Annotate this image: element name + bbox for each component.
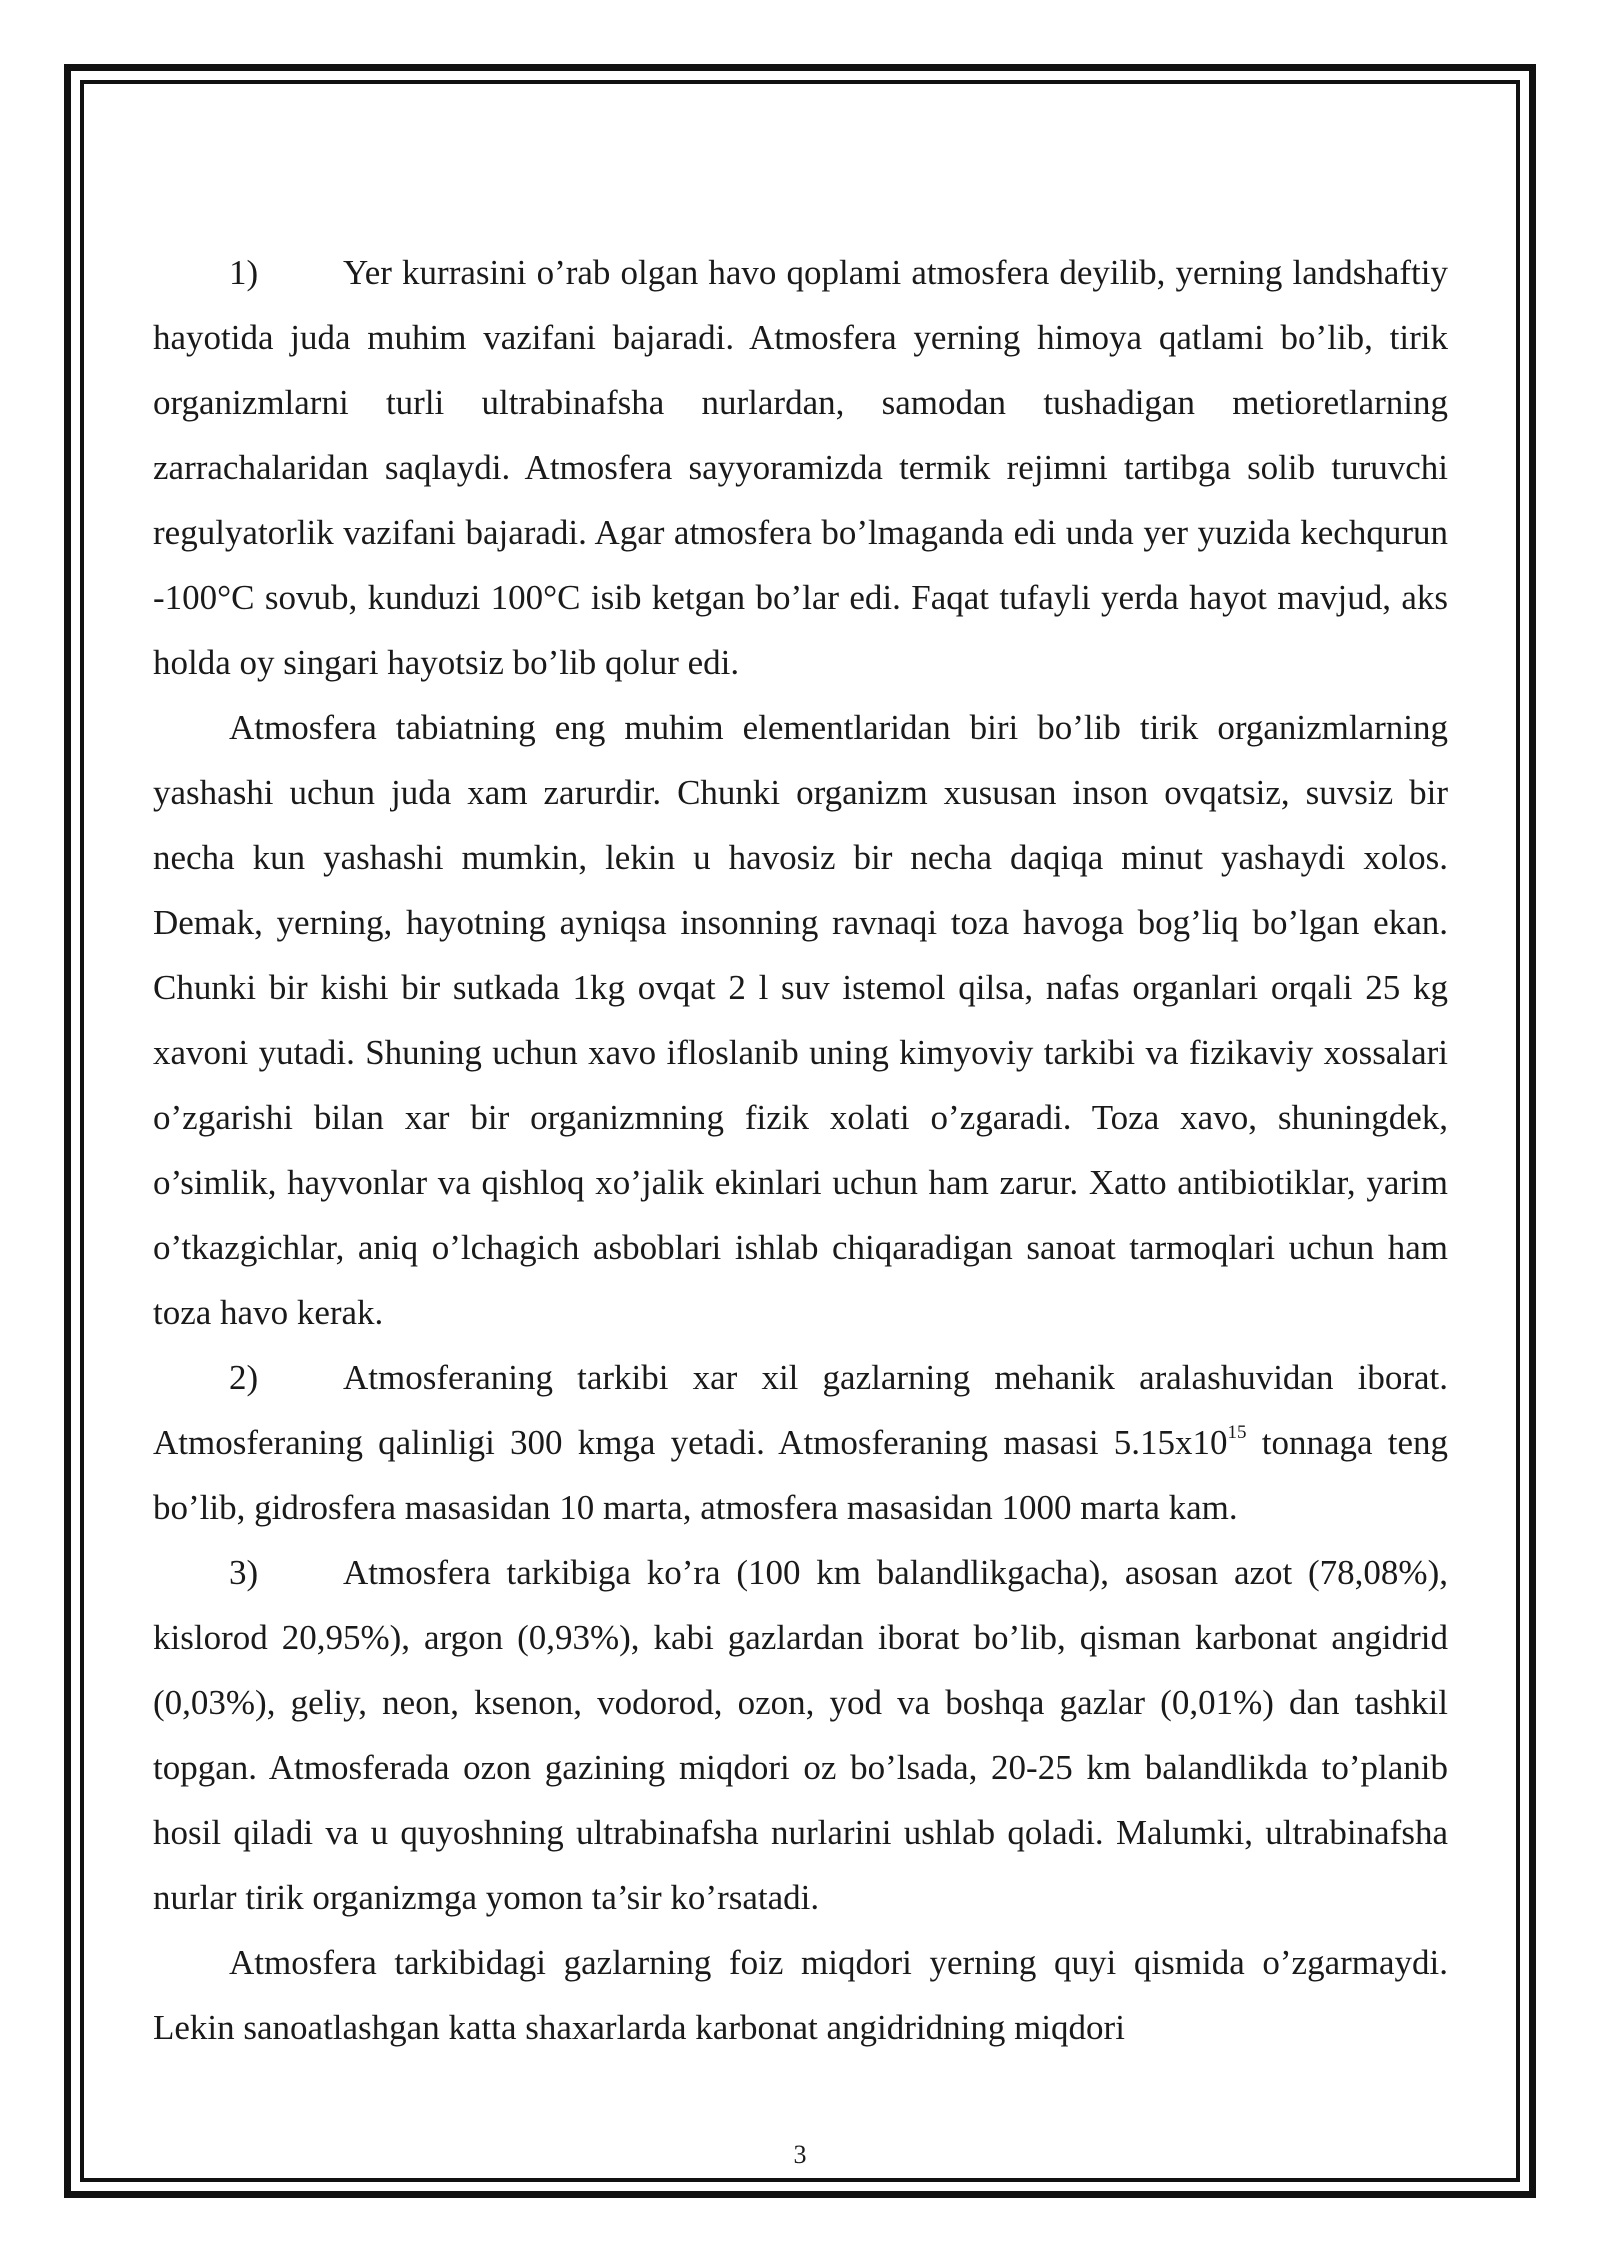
page-number: 3 — [793, 2140, 807, 2169]
paragraph-3 — [153, 1345, 1448, 1540]
paragraph-text: Atmosferaning tarkibi xar xil gazlarning mehanik aralashuvidan iborat. Atmosferaning qalinligi 300 kmga yetadi. Atmosferaning masasi 5.15x10 — [153, 1358, 1448, 1462]
paragraph-number: 3) — [229, 1553, 259, 1592]
paragraph-1 — [153, 240, 1448, 695]
paragraph-text: Yer kurrasini o’rab olgan havo qoplami atmosfera deyilib, yerning landshaftiy hayotida juda muhim vazifani bajaradi. Atmosfera yerning himoya qatlami bo’lib, tirik organizmlarni turli ultrabinafsha nurlardan, samodan tushadigan metioretlarning zarrachalaridan saqlaydi. Atmosfera sayyoramizda termik rejimni tartibga solib turuvchi regulyatorlik vazifani bajaradi. Agar atmosfera bo’lmaganda edi unda yer yuzida kechqurun -100°C sovub, kunduzi 100°C isib ketgan bo’lar edi. Faqat tufayli yerda hayot mavjud, aks holda oy singari hayotsiz bo’lib qolur edi. — [153, 253, 1448, 682]
paragraph-number: 2) — [229, 1358, 259, 1397]
document-body — [153, 240, 1448, 2060]
paragraph-5 — [153, 1930, 1448, 2060]
paragraph-2 — [153, 695, 1448, 1345]
paragraph-4 — [153, 1540, 1448, 1930]
paragraph-text-continued: tonnaga teng bo’lib, gidrosfera masasidan 10 marta, atmosfera masasidan 1000 marta kam. — [153, 1423, 1448, 1527]
superscript-exponent: 15 — [1227, 1422, 1247, 1443]
paragraph-text: Atmosfera tarkibiga ko’ra (100 km balandlikgacha), asosan azot (78,08%), kislorod 20,95%), argon (0,93%), kabi gazlardan iborat bo’lib, qisman karbonat angidrid (0,03%), geliy, neon, ksenon, vodorod, ozon, yod va boshqa gazlar (0,01%) dan tashkil topgan. Atmosferada ozon gazining miqdori oz bo’lsada, 20-25 km balandlikda to’planib hosil qiladi va u quyoshning ultrabinafsha nurlarini ushlab qoladi. Malumki, ultrabinafsha nurlar tirik organizmga yomon ta’sir ko’rsatadi. — [153, 1553, 1448, 1917]
paragraph-text: Atmosfera tabiatning eng muhim elementlaridan biri bo’lib tirik organizmlarning yashashi uchun juda xam zarurdir. Chunki organizm xususan inson ovqatsiz, suvsiz bir necha kun yashashi mumkin, lekin u havosiz bir necha daqiqa minut yashaydi xolos. Demak, yerning, hayotning ayniqsa insonning ravnaqi toza havoga bog’liq bo’lgan ekan. Chunki bir kishi bir sutkada 1kg ovqat 2 l suv istemol qilsa, nafas organlari orqali 25 kg xavoni yutadi. Shuning uchun xavo ifloslanib uning kimyoviy tarkibi va fizikaviy xossalari o’zgarishi bilan xar bir organizmning fizik xolati o’zgaradi. Toza xavo, shuningdek, o’simlik, hayvonlar va qishloq xo’jalik ekinlari uchun ham zarur. Xatto antibiotiklar, yarim o’tkazgichlar, aniq o’lchagich asboblari ishlab chiqaradigan sanoat tarmoqlari uchun ham toza havo kerak. — [153, 708, 1448, 1332]
paragraph-text: Atmosfera tarkibidagi gazlarning foiz miqdori yerning quyi qismida o’zgarmaydi. Lekin sanoatlashgan katta shaxarlarda karbonat angidridning miqdori — [153, 1943, 1448, 2047]
paragraph-number: 1) — [229, 253, 259, 292]
